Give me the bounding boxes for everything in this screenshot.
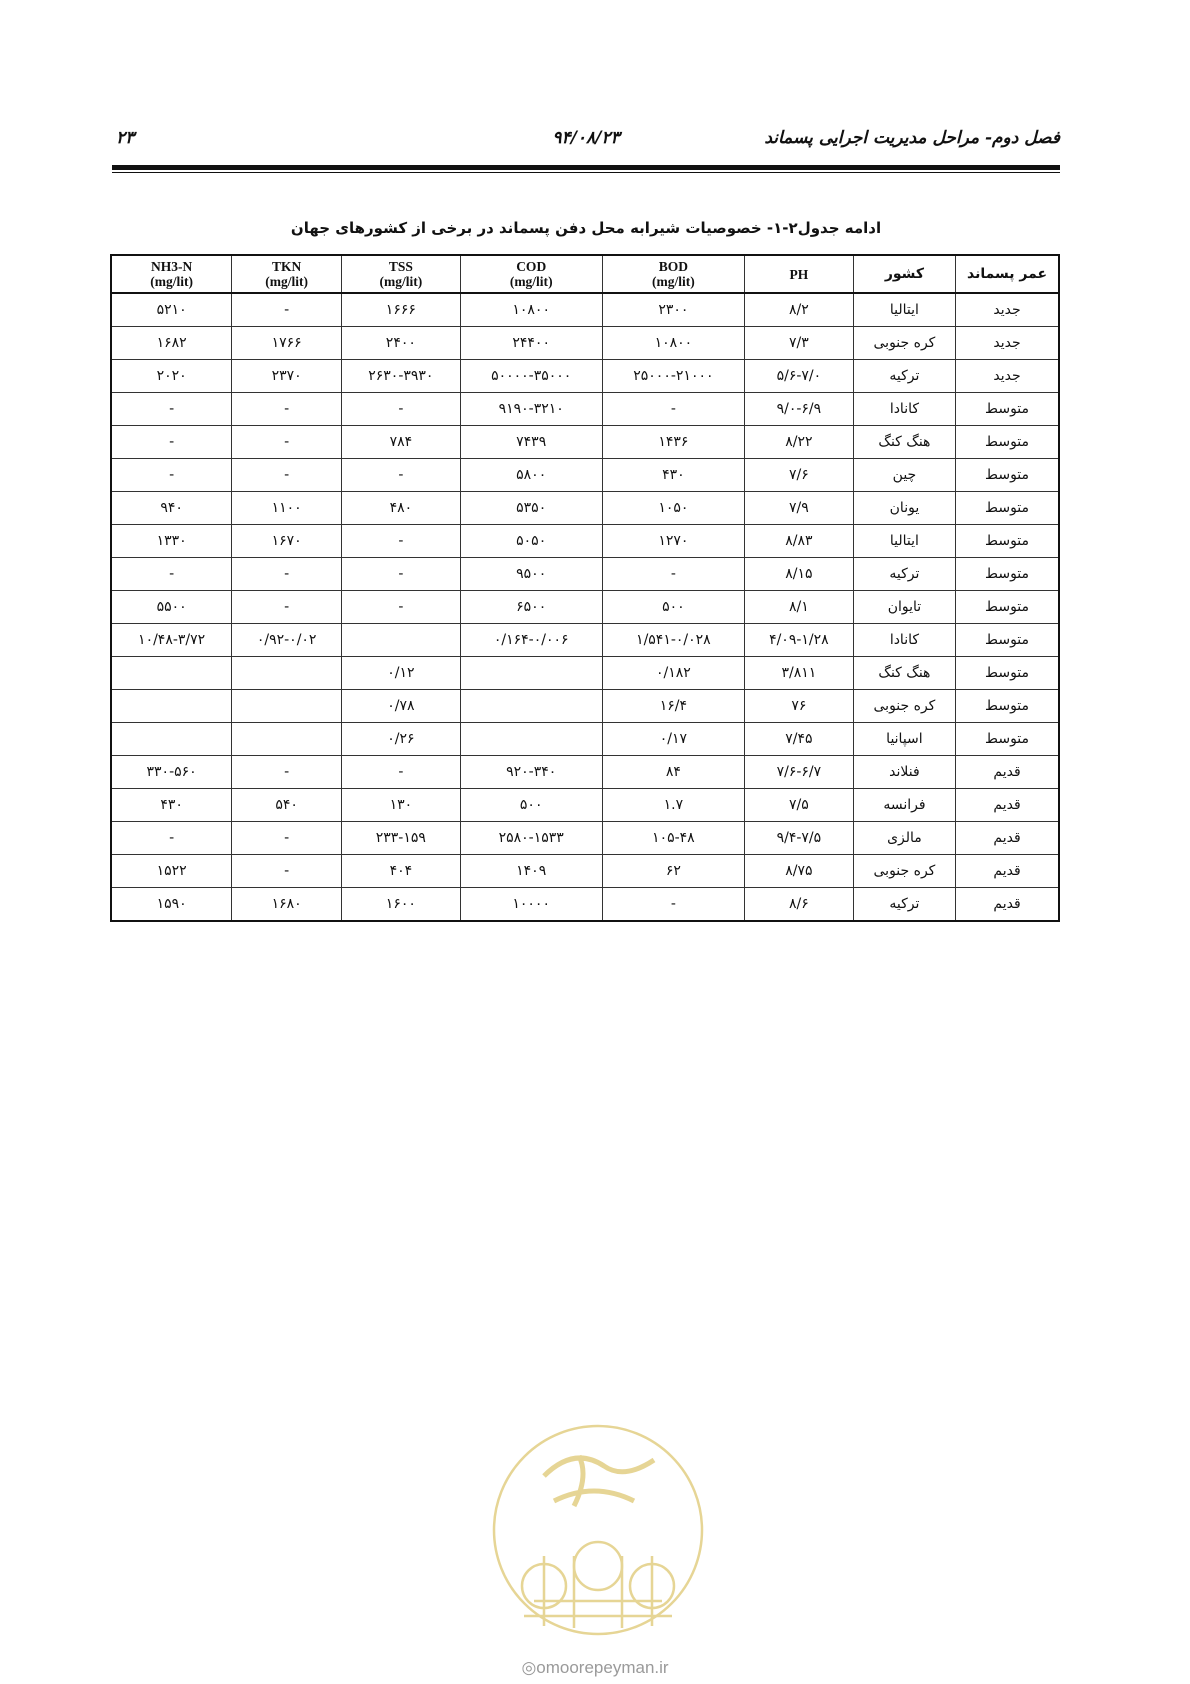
table-cell: ۰/۱۶۴-۰/۰۰۶ (460, 624, 602, 657)
table-cell: ۴۸۰ (342, 492, 461, 525)
table-cell: ۸/۱ (744, 591, 853, 624)
table-cell: ۶۵۰۰ (460, 591, 602, 624)
table-row (111, 723, 1059, 756)
table-cell: ۵/۶-۷/۰ (744, 360, 853, 393)
table-cell: ۲۰۲۰ (111, 360, 232, 393)
table-cell: ایتالیا (853, 293, 955, 327)
table-cell: - (342, 756, 461, 789)
table-cell: ۸/۶ (744, 888, 853, 922)
table-cell: ۱۶۷۰ (232, 525, 342, 558)
column-header: COD (mg/lit) (460, 255, 602, 293)
table-cell: کره جنوبی (853, 690, 955, 723)
table-cell: ۱۰۸۰۰ (602, 327, 744, 360)
table-cell: ۵۰۰ (460, 789, 602, 822)
table-cell: ۳/۸۱۱ (744, 657, 853, 690)
table-cell: ۳۳۰-۵۶۰ (111, 756, 232, 789)
table-cell: قدیم (956, 756, 1059, 789)
column-header: کشور (853, 255, 955, 293)
table-row (111, 822, 1059, 855)
column-header: عمر پسماند (956, 255, 1059, 293)
table-cell: متوسط (956, 624, 1059, 657)
table-cell: ۹/۴-۷/۵ (744, 822, 853, 855)
table-cell: ۸/۷۵ (744, 855, 853, 888)
table-cell: ۱۰۵۰ (602, 492, 744, 525)
table-cell: یونان (853, 492, 955, 525)
table-cell: ۸/۲ (744, 293, 853, 327)
table-cell: ۹/۰-۶/۹ (744, 393, 853, 426)
table-cell: ۰/۹۲-۰/۰۲ (232, 624, 342, 657)
table-cell: - (602, 558, 744, 591)
table-cell: ۷/۶ (744, 459, 853, 492)
table-cell: اسپانیا (853, 723, 955, 756)
table-cell: متوسط (956, 723, 1059, 756)
table-cell: - (342, 393, 461, 426)
header-date: ۹۴/۰۸/۲۳ (552, 128, 620, 148)
table-cell (111, 657, 232, 690)
column-header: BOD (mg/lit) (602, 255, 744, 293)
table-row (111, 855, 1059, 888)
table-cell: ۷۶ (744, 690, 853, 723)
column-header: TSS (mg/lit) (342, 255, 461, 293)
table-cell: ۰/۷۸ (342, 690, 461, 723)
table-cell: ۱۴۰۹ (460, 855, 602, 888)
table-cell: ۷/۶-۶/۷ (744, 756, 853, 789)
table-cell: ۵۴۰ (232, 789, 342, 822)
table-cell: هنگ کنگ (853, 657, 955, 690)
table-cell (460, 690, 602, 723)
table-cell: ۴۳۰ (111, 789, 232, 822)
table-row (111, 558, 1059, 591)
table-cell: - (342, 525, 461, 558)
table-cell: ۰/۱۷ (602, 723, 744, 756)
table-cell: - (111, 822, 232, 855)
table-cell: ۴/۰۹-۱/۲۸ (744, 624, 853, 657)
table-cell: ۱۷۶۶ (232, 327, 342, 360)
table-cell: - (232, 293, 342, 327)
table-cell: ۴۳۰ (602, 459, 744, 492)
table-row (111, 459, 1059, 492)
column-header: TKN (mg/lit) (232, 255, 342, 293)
column-header: PH (744, 255, 853, 293)
table-cell: - (232, 393, 342, 426)
table-cell: ۲۴۰۰ (342, 327, 461, 360)
header-rule-thick (112, 165, 1060, 170)
table-row (111, 525, 1059, 558)
table-cell: ۸/۸۳ (744, 525, 853, 558)
table-cell: ۵۲۱۰ (111, 293, 232, 327)
table-cell: ۱۰۵-۴۸ (602, 822, 744, 855)
table-cell: ۱۶۰۰ (342, 888, 461, 922)
table-row (111, 293, 1059, 327)
table-cell: ۵۰۵۰ (460, 525, 602, 558)
table-cell: ۶۲ (602, 855, 744, 888)
table-cell: ۱۵۹۰ (111, 888, 232, 922)
table-cell: ۸/۲۲ (744, 426, 853, 459)
table-row (111, 426, 1059, 459)
table-body (111, 293, 1059, 921)
table-cell: فنلاند (853, 756, 955, 789)
table-row (111, 393, 1059, 426)
table-cell: ۵۸۰۰ (460, 459, 602, 492)
page-header (112, 128, 1060, 158)
table-cell: ۵۰۰۰۰-۳۵۰۰۰ (460, 360, 602, 393)
table-cell: - (232, 855, 342, 888)
table-cell: چین (853, 459, 955, 492)
table-cell: جدید (956, 327, 1059, 360)
table-cell: جدید (956, 293, 1059, 327)
table-cell: ۱۰/۴۸-۳/۷۲ (111, 624, 232, 657)
table-cell: ۲۳۳-۱۵۹ (342, 822, 461, 855)
table-cell: ۷/۹ (744, 492, 853, 525)
table-cell: - (342, 591, 461, 624)
table-cell: جدید (956, 360, 1059, 393)
table-row (111, 657, 1059, 690)
table-cell: ۷/۴۵ (744, 723, 853, 756)
table-cell: متوسط (956, 525, 1059, 558)
table-cell: ۲۵۰۰۰-۲۱۰۰۰ (602, 360, 744, 393)
table-cell: متوسط (956, 591, 1059, 624)
table-cell: - (232, 756, 342, 789)
table-cell (232, 690, 342, 723)
table-row (111, 888, 1059, 922)
table-cell: قدیم (956, 789, 1059, 822)
table-cell: قدیم (956, 855, 1059, 888)
table-cell: متوسط (956, 426, 1059, 459)
table-cell: مالزی (853, 822, 955, 855)
table-cell: ۹۴۰ (111, 492, 232, 525)
table-cell (460, 657, 602, 690)
table-cell: ۸۴ (602, 756, 744, 789)
table-row (111, 690, 1059, 723)
table-cell: کره جنوبی (853, 327, 955, 360)
chapter-title: فصل دوم- مراحل مدیریت اجرایی پسماند (764, 128, 1060, 148)
table-cell: ۰/۲۶ (342, 723, 461, 756)
table-cell: ۰/۱۲ (342, 657, 461, 690)
column-header: NH3-N (mg/lit) (111, 255, 232, 293)
leachate-table (110, 254, 1060, 922)
table-cell: ۸/۱۵ (744, 558, 853, 591)
table-cell: - (111, 459, 232, 492)
table-cell: ۷۴۳۹ (460, 426, 602, 459)
table-cell: ۲۴۴۰۰ (460, 327, 602, 360)
table-cell: ترکیه (853, 888, 955, 922)
table-cell: - (342, 459, 461, 492)
table-cell (460, 723, 602, 756)
table-cell: ۱۶۶۶ (342, 293, 461, 327)
table-cell: ۱۶۸۲ (111, 327, 232, 360)
page-number: ۲۳ (116, 128, 135, 148)
table-cell: قدیم (956, 822, 1059, 855)
table-cell: متوسط (956, 657, 1059, 690)
table-cell: ۷/۳ (744, 327, 853, 360)
table-cell: ۹۲۰-۳۴۰ (460, 756, 602, 789)
table-caption: ادامه جدول۲-۱- خصوصیات شیرابه محل دفن پسماند در برخی از کشورهای جهان (290, 219, 882, 237)
table-cell: تایوان (853, 591, 955, 624)
table-cell: ۱۶/۴ (602, 690, 744, 723)
table-cell: - (232, 459, 342, 492)
table-cell: ۹۵۰۰ (460, 558, 602, 591)
table-cell: ۷۸۴ (342, 426, 461, 459)
table-cell: - (602, 888, 744, 922)
table-cell: - (111, 393, 232, 426)
table-row (111, 591, 1059, 624)
table-cell: ۱۳۳۰ (111, 525, 232, 558)
table-cell: ۲۳۷۰ (232, 360, 342, 393)
table-cell: ترکیه (853, 558, 955, 591)
table-row (111, 789, 1059, 822)
table-row (111, 756, 1059, 789)
table-cell: کره جنوبی (853, 855, 955, 888)
table-cell: - (232, 558, 342, 591)
table-cell: ایتالیا (853, 525, 955, 558)
table-cell: ۱۶۸۰ (232, 888, 342, 922)
table-cell: ۰/۱۸۲ (602, 657, 744, 690)
table-cell: ۱۱۰۰ (232, 492, 342, 525)
table-cell: متوسط (956, 492, 1059, 525)
table-cell (232, 723, 342, 756)
header-rule-thin (112, 172, 1060, 173)
table-cell: ۹۱۹۰-۳۲۱۰ (460, 393, 602, 426)
omoorepeyman-logo-stamp (484, 1416, 712, 1644)
table-cell: ۲۶۳۰-۳۹۳۰ (342, 360, 461, 393)
table-cell: ۵۳۵۰ (460, 492, 602, 525)
table-cell (111, 690, 232, 723)
table-cell: ۱۰۸۰۰ (460, 293, 602, 327)
table-row (111, 327, 1059, 360)
table-cell: - (602, 393, 744, 426)
table-cell: ۱۳۰ (342, 789, 461, 822)
table-cell: ۲۵۸۰-۱۵۳۳ (460, 822, 602, 855)
table-row (111, 624, 1059, 657)
table-cell: کانادا (853, 393, 955, 426)
table-header-row (111, 255, 1059, 293)
table-row (111, 492, 1059, 525)
table-cell: - (232, 591, 342, 624)
table-cell (111, 723, 232, 756)
table-cell: ۱۲۷۰ (602, 525, 744, 558)
table-cell: ۱.۷ (602, 789, 744, 822)
table-cell: ۱۴۳۶ (602, 426, 744, 459)
table-cell: - (342, 558, 461, 591)
table-cell: ۱۵۲۲ (111, 855, 232, 888)
table-cell: فرانسه (853, 789, 955, 822)
table-cell: - (232, 822, 342, 855)
table-row (111, 360, 1059, 393)
table-cell: هنگ کنگ (853, 426, 955, 459)
table-cell: - (111, 426, 232, 459)
table-cell: قدیم (956, 888, 1059, 922)
table-cell: ۷/۵ (744, 789, 853, 822)
watermark-url: ◎omoorepeyman.ir (521, 1658, 669, 1677)
table-cell: متوسط (956, 690, 1059, 723)
table-cell: - (232, 426, 342, 459)
table-cell (232, 657, 342, 690)
table-cell: ترکیه (853, 360, 955, 393)
table-cell: متوسط (956, 459, 1059, 492)
table-cell: ۲۳۰۰ (602, 293, 744, 327)
table-cell: ۵۵۰۰ (111, 591, 232, 624)
table-cell: ۴۰۴ (342, 855, 461, 888)
table-cell: ۵۰۰ (602, 591, 744, 624)
table-cell: متوسط (956, 558, 1059, 591)
table-cell: ۱۰۰۰۰ (460, 888, 602, 922)
table-cell (342, 624, 461, 657)
table-cell: - (111, 558, 232, 591)
table-cell: متوسط (956, 393, 1059, 426)
table-cell: کانادا (853, 624, 955, 657)
table-cell: ۱/۵۴۱-۰/۰۲۸ (602, 624, 744, 657)
